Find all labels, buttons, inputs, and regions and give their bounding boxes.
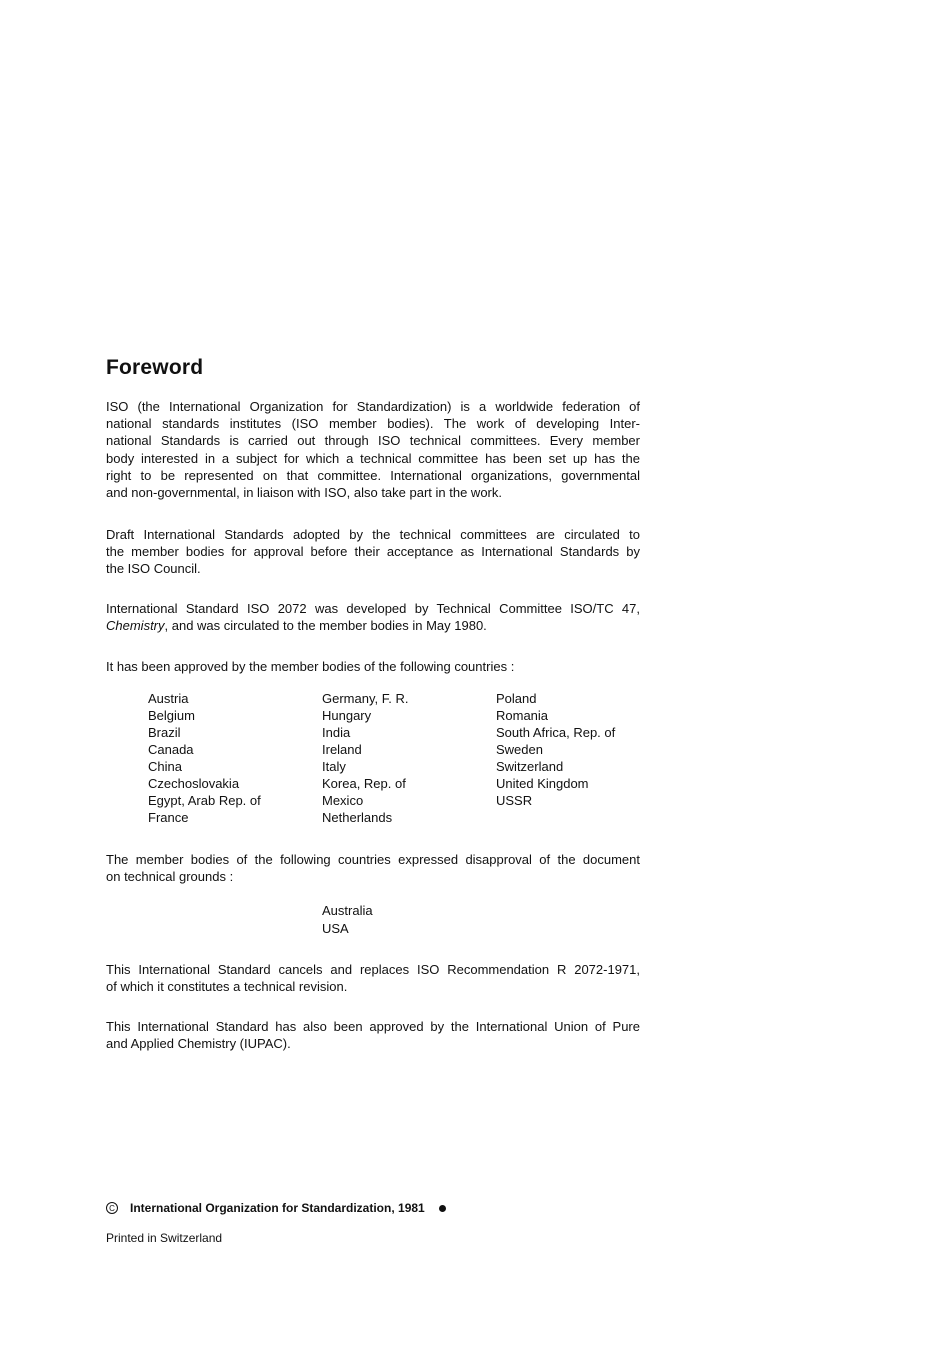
- country-item: Netherlands: [322, 810, 393, 825]
- country-item: USSR: [496, 793, 533, 808]
- country-item: Poland: [496, 691, 537, 706]
- text-line: on technical grounds :: [106, 869, 234, 885]
- text-line: right to be represented on that committee. International organizations, governmental: [106, 467, 640, 483]
- text-line: This International Standard has also been approved by the International Union of Pure: [106, 1019, 640, 1034]
- country-item: Switzerland: [496, 759, 564, 774]
- country-item: Austria: [148, 691, 189, 706]
- text-line: Draft International Standards adopted by the technical committees are circulated to: [106, 527, 640, 542]
- country-item: Egypt, Arab Rep. of: [148, 793, 261, 808]
- printed-in: Printed in Switzerland: [106, 1231, 223, 1245]
- country-item: Korea, Rep. of: [322, 776, 406, 791]
- text-line: of which it constitutes a technical revision.: [106, 979, 348, 995]
- committee-name: Chemistry: [106, 618, 165, 634]
- country-item: Brazil: [148, 725, 181, 740]
- bullet-icon: [439, 1205, 446, 1212]
- text-line: and Applied Chemistry (IUPAC).: [106, 1036, 291, 1052]
- text-line: International Standard ISO 2072 was developed by Technical Committee ISO/TC 47,: [106, 601, 640, 616]
- country-item: France: [148, 810, 189, 825]
- copyright-line: [106, 1201, 446, 1215]
- text-fragment: , and was circulated to the member bodies in May 1980.: [164, 618, 487, 634]
- paragraph-iupac: [106, 1018, 640, 1052]
- page-title: Foreword: [106, 356, 204, 379]
- text-line: ISO (the International Organization for Standardization) is a worldwide federation of: [106, 399, 640, 414]
- text-line: This International Standard cancels and replaces ISO Recommendation R 2072-1971,: [106, 962, 640, 977]
- country-item: Italy: [322, 759, 346, 774]
- country-item: USA: [322, 920, 349, 936]
- copyright-icon: C: [106, 1202, 118, 1214]
- country-item: Australia: [322, 903, 373, 918]
- country-item: South Africa, Rep. of: [496, 725, 616, 740]
- country-item: Canada: [148, 742, 194, 757]
- paragraph-draft-standards: [106, 526, 640, 578]
- paragraph-iso-intro: [106, 398, 640, 501]
- copyright-text: International Organization for Standardization, 1981: [130, 1201, 425, 1215]
- text-line: The member bodies of the following countries expressed disapproval of the document: [106, 852, 640, 867]
- country-item: India: [322, 725, 351, 740]
- country-item: Belgium: [148, 708, 195, 723]
- country-item: Mexico: [322, 793, 364, 808]
- paragraph-iso-2072: [106, 600, 640, 634]
- country-item: Ireland: [322, 742, 362, 757]
- text-line: the ISO Council.: [106, 561, 201, 577]
- disapproval-intro: [106, 851, 640, 885]
- country-item: Hungary: [322, 708, 372, 723]
- approval-intro: It has been approved by the member bodies of the following countries :: [106, 659, 515, 674]
- country-item: Germany, F. R.: [322, 691, 409, 706]
- text-line: [106, 617, 640, 634]
- countries-column-3: [496, 690, 656, 809]
- country-item: United Kingdom: [496, 776, 589, 791]
- text-line: and non-governmental, in liaison with ISO, also take part in the work.: [106, 485, 502, 501]
- text-line: national standards institutes (ISO member bodies). The work of developing Inter-: [106, 416, 640, 432]
- paragraph-replaces: [106, 961, 640, 995]
- text-line: body interested in a subject for which a technical committee has been set up has the: [106, 450, 640, 466]
- countries-column-2: [322, 690, 492, 826]
- countries-column-1: [148, 690, 318, 826]
- text-line: the member bodies for approval before their acceptance as International Standards by: [106, 544, 640, 560]
- country-item: China: [148, 759, 182, 774]
- country-item: Czechoslovakia: [148, 776, 240, 791]
- text-line: national Standards is carried out through ISO technical committees. Every member: [106, 433, 640, 449]
- country-item: Sweden: [496, 742, 543, 757]
- country-item: Romania: [496, 708, 549, 723]
- disapproving-countries-list: [322, 902, 373, 937]
